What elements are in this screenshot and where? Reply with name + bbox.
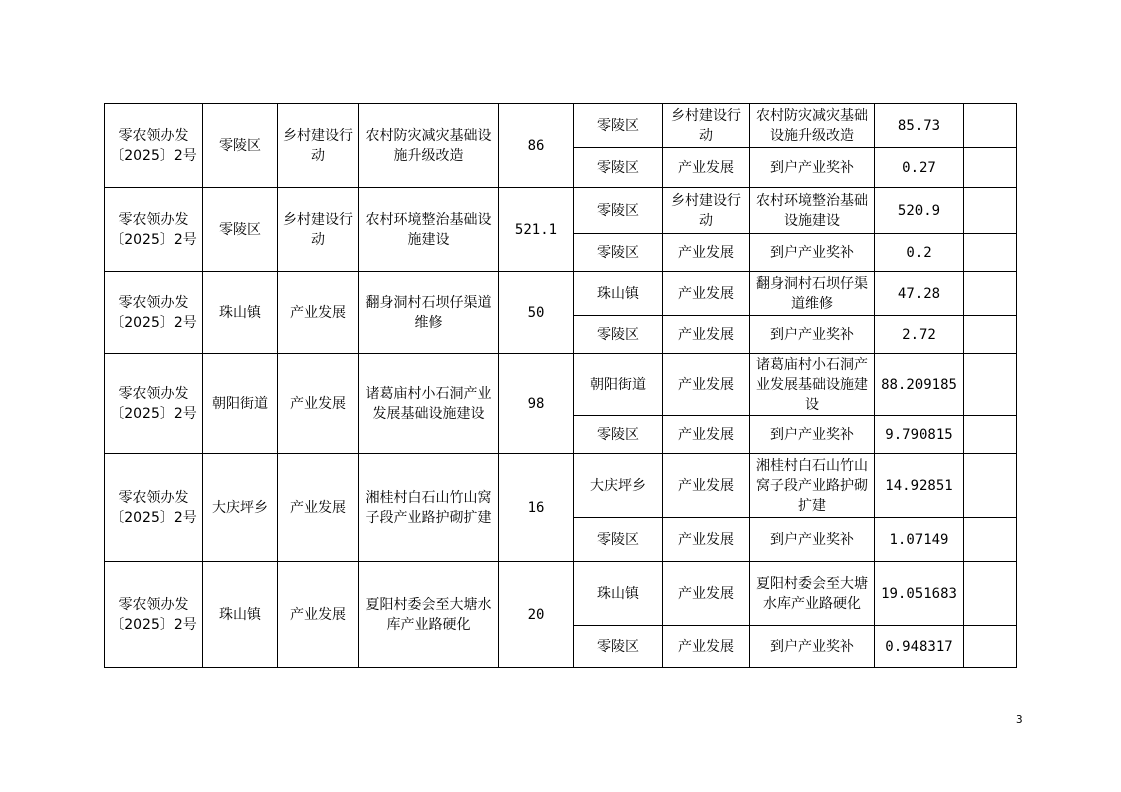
category-cell: 乡村建设行动 bbox=[278, 188, 359, 272]
sub-region-cell: 零陵区 bbox=[574, 416, 663, 454]
sub-amount-cell: 19.051683 bbox=[875, 562, 964, 626]
sub-project-cell: 到户产业奖补 bbox=[750, 626, 875, 668]
sub-note-cell bbox=[964, 188, 1017, 234]
sub-category-cell: 乡村建设行动 bbox=[663, 188, 750, 234]
sub-note-cell bbox=[964, 234, 1017, 272]
sub-amount-cell: 0.948317 bbox=[875, 626, 964, 668]
sub-project-cell: 农村防灾减灾基础设施升级改造 bbox=[750, 104, 875, 148]
sub-amount-cell: 9.790815 bbox=[875, 416, 964, 454]
sub-category-cell: 产业发展 bbox=[663, 272, 750, 316]
amount-cell: 521.1 bbox=[499, 188, 574, 272]
sub-project-cell: 夏阳村委会至大塘水库产业路硬化 bbox=[750, 562, 875, 626]
category-cell: 产业发展 bbox=[278, 354, 359, 454]
sub-category-cell: 乡村建设行动 bbox=[663, 104, 750, 148]
doc-cell: 零农领办发〔2025〕2号 bbox=[105, 354, 203, 454]
sub-amount-cell: 14.92851 bbox=[875, 454, 964, 518]
sub-note-cell bbox=[964, 148, 1017, 188]
sub-project-cell: 到户产业奖补 bbox=[750, 148, 875, 188]
sub-note-cell bbox=[964, 354, 1017, 416]
sub-category-cell: 产业发展 bbox=[663, 562, 750, 626]
sub-category-cell: 产业发展 bbox=[663, 454, 750, 518]
sub-project-cell: 诸葛庙村小石洞产业发展基础设施建设 bbox=[750, 354, 875, 416]
region-cell: 珠山镇 bbox=[203, 272, 278, 354]
sub-amount-cell: 88.209185 bbox=[875, 354, 964, 416]
table-row bbox=[105, 354, 1017, 416]
region-cell: 朝阳街道 bbox=[203, 354, 278, 454]
sub-amount-cell: 85.73 bbox=[875, 104, 964, 148]
table-row bbox=[105, 454, 1017, 518]
sub-region-cell: 珠山镇 bbox=[574, 562, 663, 626]
sub-note-cell bbox=[964, 316, 1017, 354]
project-cell: 翻身洞村石坝仔渠道维修 bbox=[359, 272, 499, 354]
sub-category-cell: 产业发展 bbox=[663, 234, 750, 272]
sub-amount-cell: 47.28 bbox=[875, 272, 964, 316]
doc-cell: 零农领办发〔2025〕2号 bbox=[105, 104, 203, 188]
sub-amount-cell: 1.07149 bbox=[875, 518, 964, 562]
table-row bbox=[105, 272, 1017, 316]
region-cell: 零陵区 bbox=[203, 104, 278, 188]
region-cell: 珠山镇 bbox=[203, 562, 278, 668]
sub-project-cell: 到户产业奖补 bbox=[750, 416, 875, 454]
sub-note-cell bbox=[964, 272, 1017, 316]
doc-cell: 零农领办发〔2025〕2号 bbox=[105, 562, 203, 668]
doc-cell: 零农领办发〔2025〕2号 bbox=[105, 188, 203, 272]
sub-amount-cell: 2.72 bbox=[875, 316, 964, 354]
page-number: 3 bbox=[1016, 713, 1023, 726]
sub-amount-cell: 0.27 bbox=[875, 148, 964, 188]
sub-project-cell: 湘桂村白石山竹山窝子段产业路护砌扩建 bbox=[750, 454, 875, 518]
sub-category-cell: 产业发展 bbox=[663, 354, 750, 416]
sub-project-cell: 农村环境整治基础设施建设 bbox=[750, 188, 875, 234]
sub-region-cell: 零陵区 bbox=[574, 188, 663, 234]
region-cell: 大庆坪乡 bbox=[203, 454, 278, 562]
amount-cell: 16 bbox=[499, 454, 574, 562]
sub-region-cell: 零陵区 bbox=[574, 518, 663, 562]
amount-cell: 98 bbox=[499, 354, 574, 454]
amount-cell: 20 bbox=[499, 562, 574, 668]
sub-project-cell: 到户产业奖补 bbox=[750, 316, 875, 354]
sub-category-cell: 产业发展 bbox=[663, 316, 750, 354]
doc-cell: 零农领办发〔2025〕2号 bbox=[105, 272, 203, 354]
table-row bbox=[105, 104, 1017, 148]
project-cell: 农村防灾减灾基础设施升级改造 bbox=[359, 104, 499, 188]
sub-category-cell: 产业发展 bbox=[663, 416, 750, 454]
sub-note-cell bbox=[964, 518, 1017, 562]
amount-cell: 86 bbox=[499, 104, 574, 188]
sub-project-cell: 翻身洞村石坝仔渠道维修 bbox=[750, 272, 875, 316]
sub-amount-cell: 0.2 bbox=[875, 234, 964, 272]
sub-region-cell: 零陵区 bbox=[574, 104, 663, 148]
sub-note-cell bbox=[964, 454, 1017, 518]
amount-cell: 50 bbox=[499, 272, 574, 354]
sub-project-cell: 到户产业奖补 bbox=[750, 518, 875, 562]
category-cell: 产业发展 bbox=[278, 562, 359, 668]
sub-note-cell bbox=[964, 626, 1017, 668]
project-cell: 夏阳村委会至大塘水库产业路硬化 bbox=[359, 562, 499, 668]
sub-region-cell: 朝阳街道 bbox=[574, 354, 663, 416]
table-body bbox=[105, 104, 1017, 668]
sub-region-cell: 零陵区 bbox=[574, 316, 663, 354]
sub-amount-cell: 520.9 bbox=[875, 188, 964, 234]
sub-category-cell: 产业发展 bbox=[663, 148, 750, 188]
category-cell: 产业发展 bbox=[278, 272, 359, 354]
project-cell: 诸葛庙村小石洞产业发展基础设施建设 bbox=[359, 354, 499, 454]
project-cell: 湘桂村白石山竹山窝子段产业路护砌扩建 bbox=[359, 454, 499, 562]
sub-region-cell: 零陵区 bbox=[574, 234, 663, 272]
sub-category-cell: 产业发展 bbox=[663, 518, 750, 562]
sub-note-cell bbox=[964, 416, 1017, 454]
sub-region-cell: 珠山镇 bbox=[574, 272, 663, 316]
sub-note-cell bbox=[964, 562, 1017, 626]
category-cell: 乡村建设行动 bbox=[278, 104, 359, 188]
funding-table bbox=[104, 103, 1017, 668]
sub-region-cell: 零陵区 bbox=[574, 148, 663, 188]
category-cell: 产业发展 bbox=[278, 454, 359, 562]
sub-region-cell: 大庆坪乡 bbox=[574, 454, 663, 518]
doc-cell: 零农领办发〔2025〕2号 bbox=[105, 454, 203, 562]
sub-project-cell: 到户产业奖补 bbox=[750, 234, 875, 272]
table-row bbox=[105, 188, 1017, 234]
sub-category-cell: 产业发展 bbox=[663, 626, 750, 668]
region-cell: 零陵区 bbox=[203, 188, 278, 272]
table-row bbox=[105, 562, 1017, 626]
sub-region-cell: 零陵区 bbox=[574, 626, 663, 668]
sub-note-cell bbox=[964, 104, 1017, 148]
project-cell: 农村环境整治基础设施建设 bbox=[359, 188, 499, 272]
